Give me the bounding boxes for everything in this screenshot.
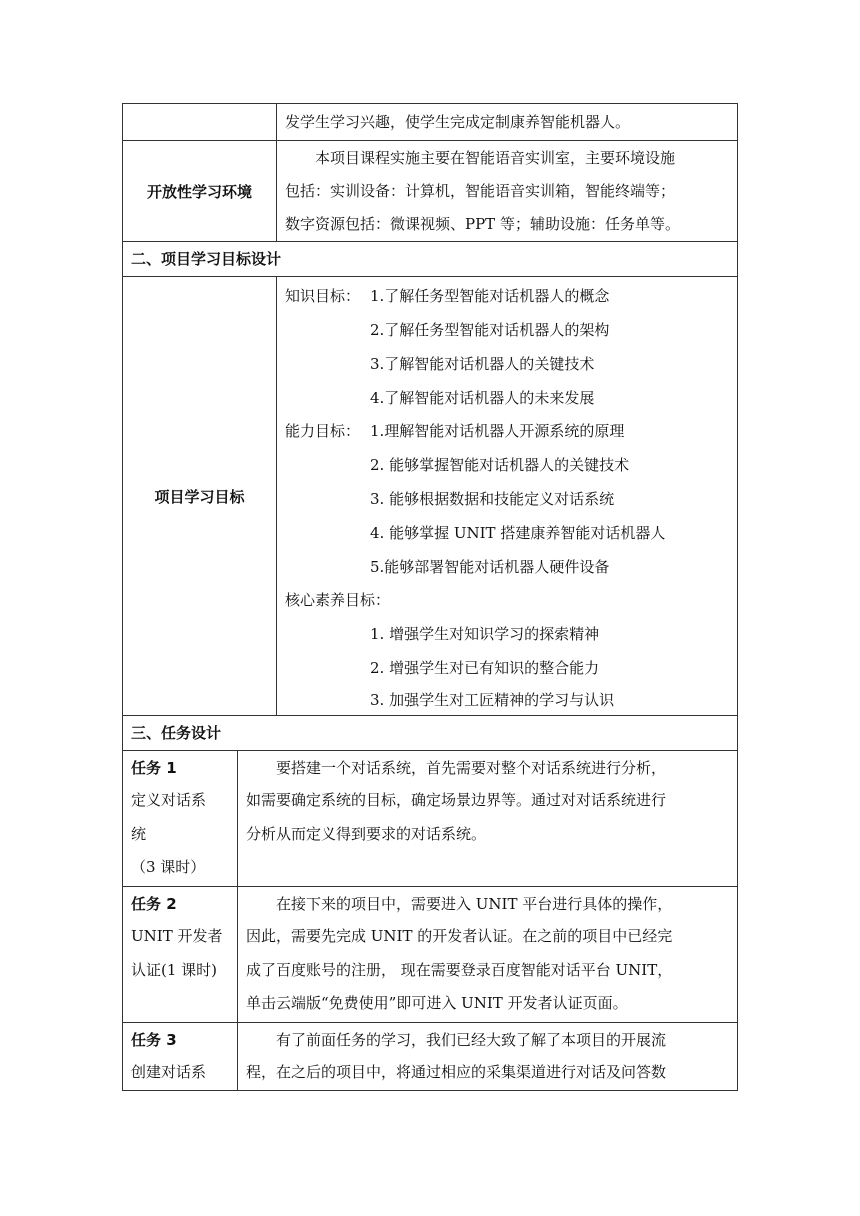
core-head: 核心素养目标： [285,591,391,609]
core-item: 1. 增强学生对知识学习的探索精神 [370,625,600,643]
core-item: 2. 增强学生对已有知识的整合能力 [370,659,600,677]
environment-line-1: 本项目课程实施主要在智能语音实训室，主要环境设施 [315,149,676,167]
environment-line-3: 数字资源包括：微课视频、PPT 等；辅助设施：任务单等。 [285,215,680,233]
task-name-line: 定义对话系 [131,791,207,809]
task2-desc-cell [237,886,738,1023]
section2-header-cell [122,241,738,277]
task-desc-line: 在接下来的项目中，需要进入 UNIT 平台进行具体的操作， [276,895,673,913]
ability-item: 5.能够部署智能对话机器人硬件设备 [370,558,610,576]
task-id: 任务 1 [131,759,177,777]
task-desc-line: 分析从而定义得到要求的对话系统。 [246,825,487,843]
knowledge-item: 3.了解智能对话机器人的关键技术 [370,355,595,373]
knowledge-item: 1.了解任务型智能对话机器人的概念 [370,287,610,305]
goals-content-cell [276,276,738,716]
task3-desc-cell [237,1022,738,1091]
environment-content-cell [276,140,738,242]
ability-head: 能力目标： [285,422,361,440]
task-desc-line: 因此，需要先完成 UNIT 的开发者认证。在之前的项目中已经完 [246,927,673,945]
intro-text: 发学生学习兴趣，使学生完成定制康养智能机器人。 [285,113,631,131]
task-desc-line: 程，在之后的项目中，将通过相应的采集渠道进行对话及问答数 [246,1063,667,1081]
task-desc-line: 如需要确定系统的目标，确定场景边界等。通过对对话系统进行 [246,791,667,809]
task1-name-cell [122,750,238,887]
task-name-line: （3 课时） [131,858,206,876]
environment-label: 开放性学习环境 [146,182,252,201]
task-name-line: UNIT 开发者 [131,927,223,945]
knowledge-head: 知识目标： [285,287,361,305]
environment-line-2: 包括：实训设备：计算机，智能语音实训箱，智能终端等； [285,182,676,200]
task-id: 任务 2 [131,895,177,913]
task1-desc-cell [237,750,738,887]
ability-item: 2. 能够掌握智能对话机器人的关键技术 [370,456,630,474]
ability-item: 1.理解智能对话机器人开源系统的原理 [370,422,625,440]
knowledge-item: 4.了解智能对话机器人的未来发展 [370,389,595,407]
knowledge-item: 2.了解任务型智能对话机器人的架构 [370,321,610,339]
section3-header-cell [122,715,738,751]
intro-left-cell [122,103,277,141]
task-name-line: 统 [131,825,147,843]
task-desc-line: 单击云端版“免费使用”即可进入 UNIT 开发者认证页面。 [246,994,628,1012]
ability-item: 4. 能够掌握 UNIT 搭建康养智能对话机器人 [370,524,666,542]
goals-label: 项目学习目标 [154,487,245,506]
environment-label-cell [122,140,277,242]
intro-right-cell [276,103,738,141]
task2-name-cell [122,886,238,1023]
task-desc-line: 成了百度账号的注册， 现在需要登录百度智能对话平台 UNIT， [246,961,673,979]
task-id: 任务 3 [131,1031,177,1049]
task-name-line: 创建对话系 [131,1063,207,1081]
ability-item: 3. 能够根据数据和技能定义对话系统 [370,490,615,508]
task3-name-cell [122,1022,238,1091]
task-desc-line: 有了前面任务的学习，我们已经大致了解了本项目的开展流 [276,1031,667,1049]
core-item: 3. 加强学生对工匠精神的学习与认识 [370,691,615,709]
goals-label-cell [122,276,277,716]
section3-title: 三、任务设计 [131,724,222,742]
section2-title: 二、项目学习目标设计 [131,250,282,268]
task-desc-line: 要搭建一个对话系统，首先需要对整个对话系统进行分析， [276,759,667,777]
task-name-line: 认证(1 课时) [131,961,218,979]
